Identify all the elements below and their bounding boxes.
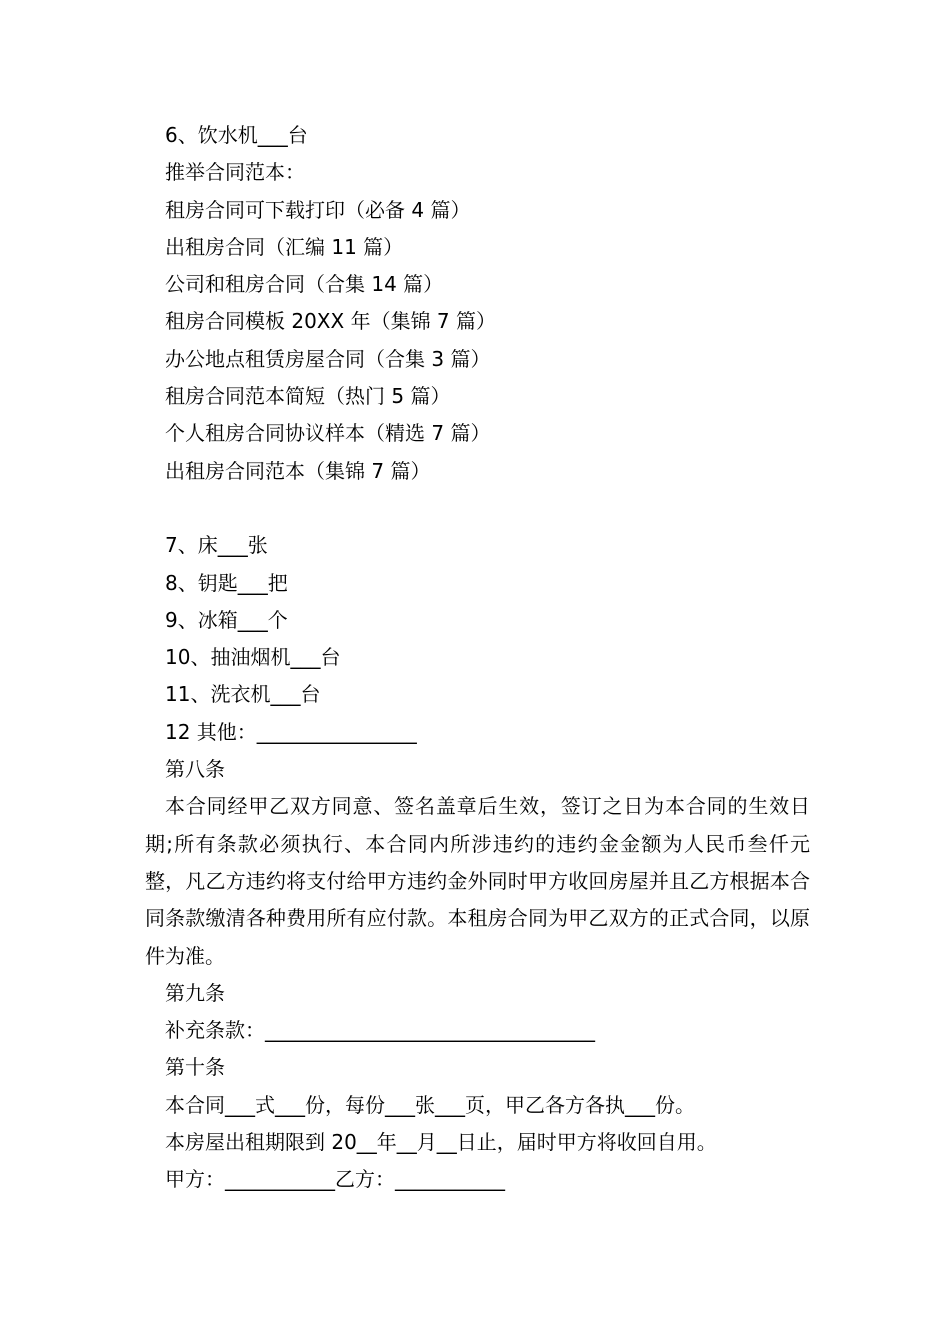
item-water-dispenser: 6、饮水机___台 [165, 123, 308, 147]
signature-line: 甲方：___________乙方：___________ [165, 1167, 505, 1192]
item-other: 12 其他：________________ [165, 719, 417, 744]
recommended-link[interactable]: 出租房合同范本（集锦 7 篇） [165, 458, 431, 483]
item-keys: 8、钥匙___把 [165, 570, 288, 595]
recommended-link[interactable]: 公司和租房合同（合集 14 篇） [165, 272, 444, 297]
recommended-link[interactable]: 个人租房合同协议样本（精选 7 篇） [165, 421, 491, 446]
article-9-heading: 第九条 [165, 980, 225, 1005]
recommended-link[interactable]: 办公地点租赁房屋合同（合集 3 篇） [165, 346, 491, 371]
lease-term-clause: 本房屋出租期限到 20__年__月__日止，届时甲方将收回自用。 [165, 1130, 717, 1155]
recommended-link[interactable]: 租房合同范本简短（热门 5 篇） [165, 384, 451, 409]
document-body [145, 117, 810, 1199]
recommended-heading: 推举合同范本： [165, 160, 305, 185]
article-10-heading: 第十条 [165, 1055, 225, 1080]
article-8-heading: 第八条 [165, 757, 225, 782]
item-fridge: 9、冰箱___个 [165, 607, 288, 632]
item-washer: 11、洗衣机___台 [165, 682, 321, 707]
copies-clause: 本合同___式___份，每份___张___页，甲乙各方各执___份。 [165, 1092, 695, 1117]
item-bed: 7、床___张 [165, 533, 268, 558]
blank-line [145, 490, 810, 527]
supplementary-terms: 补充条款：_________________________________ [165, 1018, 595, 1043]
item-range-hood: 10、抽油烟机___台 [165, 645, 341, 670]
recommended-link[interactable]: 出租房合同（汇编 11 篇） [165, 234, 404, 259]
recommended-link[interactable]: 租房合同模板 20XX 年（集锦 7 篇） [165, 309, 497, 334]
article-8-paragraph: 本合同经甲乙双方同意、签名盖章后生效，签订之日为本合同的生效日期;所有条款必须执行、本合同内所涉违约的违约金金额为人民币叁仟元整，凡乙方违约将支付给甲方违约金外同时甲方收回房屋并且乙方根据本合同条款缴清各种费用所有应付款。本租房合同为甲乙双方的正式合同，以原件为准。 [145, 794, 810, 968]
recommended-link[interactable]: 租房合同可下载打印（必备 4 篇） [165, 197, 471, 222]
